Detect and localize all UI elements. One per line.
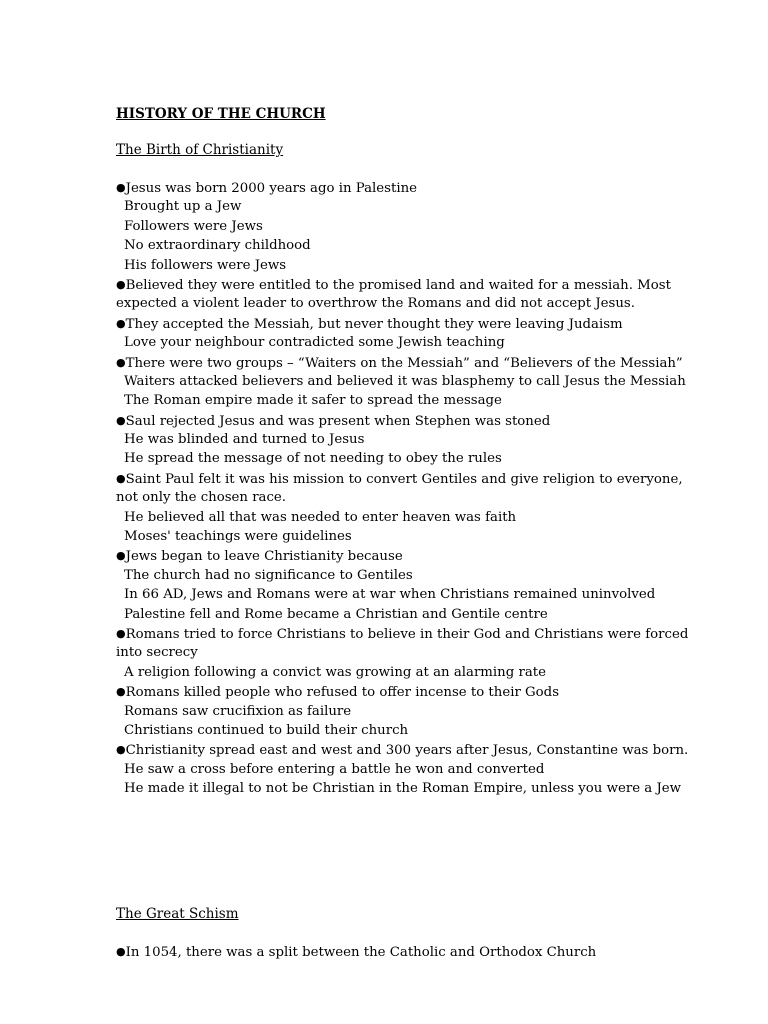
line-text: Jesus was born 2000 years ago in Palestine — [125, 181, 418, 196]
line-text: Romans saw crucifixion as failure — [124, 703, 352, 719]
sub-item — [116, 605, 656, 624]
line-text: not only the chosen race. — [116, 490, 287, 506]
continued-line — [116, 643, 656, 662]
line-text: Romans tried to force Christians to believe in their God and Christians were forced — [125, 626, 689, 642]
bullet-icon: ● — [116, 316, 126, 330]
section-lines-birth-of-christianity — [116, 178, 689, 799]
line-text: into secrecy — [116, 645, 198, 661]
sub-item — [116, 217, 656, 236]
sub-item — [116, 256, 656, 275]
bullet-icon: ● — [116, 277, 126, 291]
line-text: Christianity spread east and west and 300 years after Jesus, Constantine was born. — [125, 743, 689, 759]
sub-item — [116, 372, 686, 391]
line-text: Brought up a Jew — [124, 199, 242, 215]
sub-item — [116, 197, 656, 216]
bullet-icon: ● — [116, 626, 126, 640]
bullet-item — [116, 178, 656, 197]
sub-item — [116, 449, 656, 468]
bullet-icon: ● — [116, 355, 126, 369]
bullet-icon: ● — [116, 549, 126, 563]
line-text: Followers were Jews — [124, 218, 263, 234]
sub-item — [116, 527, 656, 546]
bullet-item — [116, 624, 689, 643]
line-text: Waiters attacked believers and believed it was blasphemy to call Jesus the Messiah — [124, 373, 686, 389]
bullet-icon: ● — [116, 181, 126, 194]
section-lines-great-schism — [116, 942, 656, 961]
sub-item — [116, 430, 656, 449]
bullet-item — [116, 469, 683, 488]
sub-item — [116, 721, 656, 740]
bullet-item — [116, 314, 656, 333]
sub-item — [116, 333, 656, 352]
bullet-item — [116, 411, 656, 430]
line-text: Palestine fell and Rome became a Christian and Gentile centre — [124, 606, 548, 622]
document-title: HISTORY OF THE CHURCH — [116, 106, 326, 122]
bullet-item — [116, 353, 683, 372]
bullet-icon: ● — [116, 945, 126, 958]
line-text: Romans killed people who refused to offer incense to their Gods — [125, 685, 560, 701]
bullet-item — [116, 740, 689, 759]
sub-item — [116, 663, 656, 682]
line-text: Christians continued to build their church — [124, 722, 409, 738]
section-heading-great-schism: The Great Schism — [116, 906, 239, 922]
line-text: The Roman empire made it safer to spread the message — [124, 393, 502, 409]
section-heading-birth-of-christianity: The Birth of Christianity — [116, 142, 284, 158]
line-text: Love your neighbour contradicted some Jewish teaching — [124, 335, 505, 351]
line-text: Moses' teachings were guidelines — [124, 529, 352, 545]
line-text: There were two groups – “Waiters on the Messiah” and “Believers of the Messiah” — [125, 355, 683, 371]
line-text: Saint Paul felt it was his mission to convert Gentiles and give religion to everyone, — [125, 471, 683, 487]
line-text: The church had no significance to Gentiles — [124, 567, 413, 583]
line-text: He made it illegal to not be Christian in the Roman Empire, unless you were a Jew — [124, 781, 682, 797]
sub-item — [116, 760, 656, 779]
bullet-icon: ● — [116, 743, 126, 757]
line-text: His followers were Jews — [124, 257, 287, 273]
line-text: In 66 AD, Jews and Romans were at war when Christians remained uninvolved — [124, 587, 656, 603]
bullet-icon: ● — [116, 413, 126, 427]
bullet-item — [116, 942, 656, 961]
line-text: Believed they were entitled to the promised land and waited for a messiah. Most — [125, 277, 671, 293]
sub-item — [116, 391, 656, 410]
bullet-item — [116, 682, 656, 701]
line-text: He spread the message of not needing to obey the rules — [124, 451, 502, 467]
line-text: A religion following a convict was growing at an alarming rate — [124, 664, 546, 680]
continued-line — [116, 488, 656, 507]
line-text: expected a violent leader to overthrow the Romans and did not accept Jesus. — [116, 296, 635, 312]
sub-item — [116, 585, 656, 604]
line-text: He believed all that was needed to enter heaven was faith — [124, 509, 517, 525]
bullet-icon: ● — [116, 471, 126, 485]
line-text: No extraordinary childhood — [124, 238, 311, 254]
line-text: He was blinded and turned to Jesus — [124, 432, 365, 448]
line-text: Saul rejected Jesus and was present when Stephen was stoned — [125, 413, 551, 429]
sub-item — [116, 702, 656, 721]
sub-item — [116, 566, 656, 585]
sub-item — [116, 779, 682, 798]
line-text: In 1054, there was a split between the Catholic and Orthodox Church — [125, 945, 597, 960]
bullet-item — [116, 546, 656, 565]
sub-item — [116, 508, 656, 527]
continued-line — [116, 294, 656, 313]
sub-item — [116, 236, 656, 255]
line-text: Jews began to leave Christianity because — [125, 549, 403, 565]
bullet-item — [116, 275, 671, 294]
line-text: They accepted the Messiah, but never thought they were leaving Judaism — [125, 316, 623, 332]
bullet-icon: ● — [116, 685, 126, 699]
line-text: He saw a cross before entering a battle he won and converted — [124, 761, 545, 777]
